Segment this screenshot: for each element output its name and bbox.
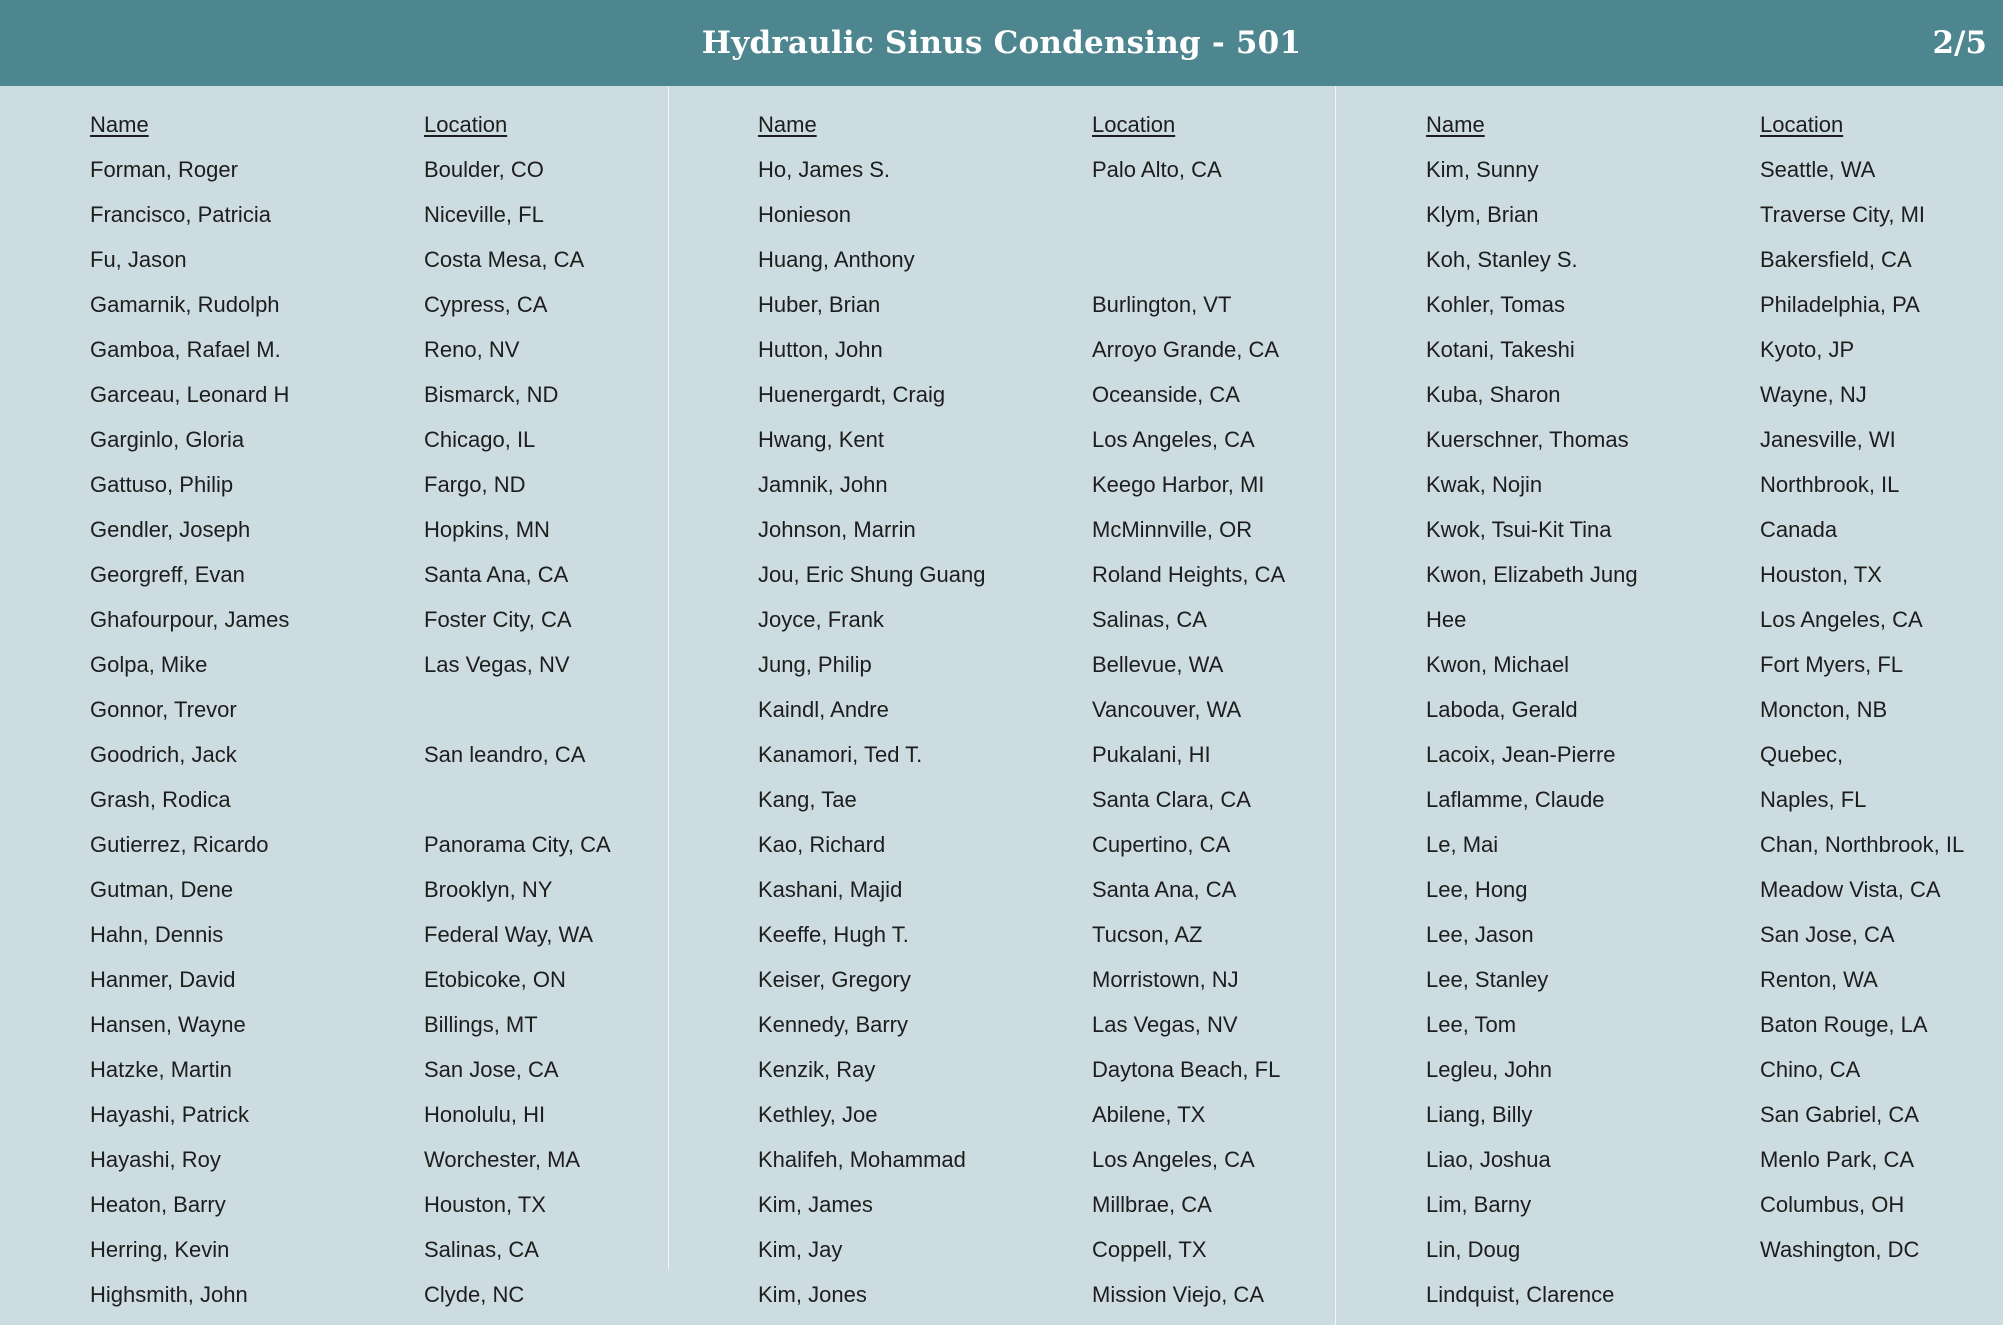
cell-location: Etobicoke, ON	[424, 967, 566, 992]
cell-name: Ho, James S.	[758, 157, 891, 182]
cell-location: Houston, TX	[1760, 562, 1882, 587]
cell-location: Bismarck, ND	[424, 382, 559, 407]
column-header-name: Name	[1426, 112, 1485, 137]
cell-name: Klym, Brian	[1426, 202, 1539, 227]
cell-name: Highsmith, John	[90, 1282, 248, 1307]
table-row	[758, 1137, 1338, 1182]
cell-location: Wayne, NJ	[1760, 382, 1867, 407]
column-header-name: Name	[758, 112, 817, 137]
cell-location: Oceanside, CA	[1092, 382, 1240, 407]
cell-name: Jou, Eric Shung Guang	[758, 562, 986, 587]
table-row	[90, 192, 670, 237]
cell-name: Kwon, Elizabeth Jung	[1426, 562, 1638, 587]
cell-location: Boulder, CO	[424, 157, 544, 182]
table-header-row	[758, 102, 1338, 147]
cell-location: Billings, MT	[424, 1012, 538, 1037]
slide-header	[0, 0, 2003, 86]
cell-name: Joyce, Frank	[758, 607, 884, 632]
cell-name: Jung, Philip	[758, 652, 872, 677]
table-header-row	[1426, 102, 2003, 147]
table-row	[90, 1137, 670, 1182]
table-row	[1426, 957, 2003, 1002]
cell-location: Las Vegas, NV	[1092, 1012, 1238, 1037]
table-row	[758, 552, 1338, 597]
cell-location: Chicago, IL	[424, 427, 536, 452]
table-row	[758, 687, 1338, 732]
cell-name: Keeffe, Hugh T.	[758, 922, 909, 947]
cell-location: Columbus, OH	[1760, 1192, 1905, 1217]
cell-location: Costa Mesa, CA	[424, 247, 585, 272]
roster-table	[758, 102, 1338, 1317]
cell-name: Kim, Jay	[758, 1237, 843, 1262]
cell-location: San Gabriel, CA	[1760, 1102, 1919, 1127]
cell-location: Quebec,	[1760, 742, 1844, 767]
cell-location: Traverse City, MI	[1760, 202, 1926, 227]
table-row	[1426, 282, 2003, 327]
cell-location: Los Angeles, CA	[1092, 427, 1255, 452]
cell-name: Lee, Stanley	[1426, 967, 1549, 992]
cell-name: Kethley, Joe	[758, 1102, 878, 1127]
table-row	[1426, 777, 2003, 822]
cell-location: Baton Rouge, LA	[1760, 1012, 1928, 1037]
table-row	[1426, 912, 2003, 957]
cell-location: Millbrae, CA	[1092, 1192, 1212, 1217]
cell-location: San leandro, CA	[424, 742, 586, 767]
table-row	[90, 327, 670, 372]
cell-location: Seattle, WA	[1760, 157, 1876, 182]
cell-location: Abilene, TX	[1092, 1102, 1206, 1127]
cell-name: Kim, Jones	[758, 1282, 867, 1307]
cell-name: Georgreff, Evan	[90, 562, 245, 587]
cell-location: Naples, FL	[1760, 787, 1867, 812]
cell-name: Kuerschner, Thomas	[1426, 427, 1629, 452]
table-row	[90, 777, 670, 822]
cell-name: Kohler, Tomas	[1426, 292, 1566, 317]
cell-location: Brooklyn, NY	[424, 877, 553, 902]
table-row	[90, 957, 670, 1002]
cell-location: McMinnville, OR	[1092, 517, 1253, 542]
cell-location: Canada	[1760, 517, 1838, 542]
cell-name: Golpa, Mike	[90, 652, 208, 677]
cell-name: Kim, Sunny	[1426, 157, 1539, 182]
cell-name: Heaton, Barry	[90, 1192, 226, 1217]
cell-location: Las Vegas, NV	[424, 652, 570, 677]
cell-name: Kanamori, Ted T.	[758, 742, 923, 767]
cell-name: Hwang, Kent	[758, 427, 884, 452]
table-row	[90, 552, 670, 597]
cell-name: Garceau, Leonard H	[90, 382, 290, 407]
cell-name: Lim, Barny	[1426, 1192, 1532, 1217]
cell-name: Lee, Jason	[1426, 922, 1534, 947]
table-row	[90, 1002, 670, 1047]
cell-location: Foster City, CA	[424, 607, 572, 632]
table-row	[90, 732, 670, 777]
cell-name: Laflamme, Claude	[1426, 787, 1605, 812]
table-row	[758, 192, 1338, 237]
table-row	[758, 417, 1338, 462]
table-row	[1426, 552, 2003, 597]
cell-name: Hahn, Dennis	[90, 922, 224, 947]
cell-location: Moncton, NB	[1760, 697, 1888, 722]
cell-location: Reno, NV	[424, 337, 520, 362]
cell-location: Burlington, VT	[1092, 292, 1232, 317]
table-row	[758, 597, 1338, 642]
cell-location: Chino, CA	[1760, 1057, 1861, 1082]
table-row	[758, 372, 1338, 417]
cell-name: Hatzke, Martin	[90, 1057, 232, 1082]
cell-location: Cupertino, CA	[1092, 832, 1231, 857]
table-row	[758, 507, 1338, 552]
table-row	[90, 417, 670, 462]
table-row	[1426, 147, 2003, 192]
cell-location: San Jose, CA	[1760, 922, 1895, 947]
cell-location: Fargo, ND	[424, 472, 526, 497]
cell-name: Kennedy, Barry	[758, 1012, 909, 1037]
table-row	[1426, 1002, 2003, 1047]
cell-name: Lee, Tom	[1426, 1012, 1517, 1037]
table-header-row	[90, 102, 670, 147]
cell-name: Hee	[1426, 607, 1467, 632]
table-row	[1426, 642, 2003, 687]
table-row	[90, 822, 670, 867]
cell-name: Johnson, Marrin	[758, 517, 916, 542]
cell-name: Le, Mai	[1426, 832, 1499, 857]
cell-name: Koh, Stanley S.	[1426, 247, 1578, 272]
cell-name: Forman, Roger	[90, 157, 238, 182]
table-row	[90, 462, 670, 507]
cell-location: Vancouver, WA	[1092, 697, 1242, 722]
table-row	[1426, 732, 2003, 777]
column-header-location: Location	[1760, 112, 1844, 137]
cell-location: Menlo Park, CA	[1760, 1147, 1915, 1172]
table-row	[1426, 462, 2003, 507]
cell-location: Los Angeles, CA	[1092, 1147, 1255, 1172]
cell-name: Huang, Anthony	[758, 247, 915, 272]
table-row	[1426, 507, 2003, 552]
cell-name: Herring, Kevin	[90, 1237, 230, 1262]
cell-name: Kenzik, Ray	[758, 1057, 876, 1082]
cell-location: Roland Heights, CA	[1092, 562, 1286, 587]
table-row	[1426, 192, 2003, 237]
cell-name: Kaindl, Andre	[758, 697, 889, 722]
cell-location: Cypress, CA	[424, 292, 548, 317]
table-row	[758, 1047, 1338, 1092]
table-row	[90, 507, 670, 552]
cell-name: Francisco, Patricia	[90, 202, 271, 227]
cell-name: Kwak, Nojin	[1426, 472, 1543, 497]
table-row	[1426, 417, 2003, 462]
table-row	[90, 687, 670, 732]
cell-name: Ghafourpour, James	[90, 607, 290, 632]
table-row	[1426, 327, 2003, 372]
column-header-location: Location	[1092, 112, 1176, 137]
cell-name: Hayashi, Roy	[90, 1147, 221, 1172]
cell-location: Fort Myers, FL	[1760, 652, 1904, 677]
table-row	[758, 777, 1338, 822]
cell-name: Kuba, Sharon	[1426, 382, 1561, 407]
cell-name: Gamboa, Rafael M.	[90, 337, 281, 362]
cell-location: Keego Harbor, MI	[1092, 472, 1265, 497]
cell-name: Garginlo, Gloria	[90, 427, 245, 452]
table-row	[90, 372, 670, 417]
table-row	[758, 1002, 1338, 1047]
cell-name: Hanmer, David	[90, 967, 236, 992]
roster-panel-3	[1336, 86, 2003, 1325]
cell-location: Tucson, AZ	[1092, 922, 1203, 947]
table-row	[90, 597, 670, 642]
cell-name: Gattuso, Philip	[90, 472, 234, 497]
cell-location: Worchester, MA	[424, 1147, 581, 1172]
cell-name: Gonnor, Trevor	[90, 697, 237, 722]
table-row	[1426, 372, 2003, 417]
table-row	[1426, 1092, 2003, 1137]
cell-location: Morristown, NJ	[1092, 967, 1239, 992]
cell-location: Salinas, CA	[424, 1237, 539, 1262]
cell-location: Santa Ana, CA	[424, 562, 569, 587]
cell-location: Coppell, TX	[1092, 1237, 1207, 1262]
cell-location: Arroyo Grande, CA	[1092, 337, 1280, 362]
cell-location: Bellevue, WA	[1092, 652, 1224, 677]
cell-name: Kim, James	[758, 1192, 873, 1217]
cell-location: Santa Ana, CA	[1092, 877, 1237, 902]
table-row	[758, 462, 1338, 507]
cell-name: Grash, Rodica	[90, 787, 231, 812]
cell-name: Hansen, Wayne	[90, 1012, 246, 1037]
cell-location: Palo Alto, CA	[1092, 157, 1222, 182]
cell-name: Kwok, Tsui-Kit Tina	[1426, 517, 1612, 542]
table-row	[90, 1227, 670, 1272]
cell-location: Federal Way, WA	[424, 922, 594, 947]
table-row	[758, 822, 1338, 867]
cell-name: Gamarnik, Rudolph	[90, 292, 280, 317]
table-row	[758, 327, 1338, 372]
cell-name: Lacoix, Jean-Pierre	[1426, 742, 1616, 767]
cell-name: Huber, Brian	[758, 292, 881, 317]
cell-name: Khalifeh, Mohammad	[758, 1147, 966, 1172]
cell-location: Santa Clara, CA	[1092, 787, 1251, 812]
table-row	[758, 1272, 1338, 1317]
table-row	[90, 1092, 670, 1137]
cell-name: Kwon, Michael	[1426, 652, 1570, 677]
page-number: 2/5	[1932, 25, 1987, 61]
cell-location: Janesville, WI	[1760, 427, 1896, 452]
table-row	[1426, 237, 2003, 282]
cell-name: Gendler, Joseph	[90, 517, 251, 542]
cell-name: Jamnik, John	[758, 472, 888, 497]
table-row	[758, 642, 1338, 687]
table-row	[758, 1227, 1338, 1272]
table-row	[1426, 1047, 2003, 1092]
roster-panel-1	[0, 86, 668, 1325]
cell-name: Legleu, John	[1426, 1057, 1552, 1082]
cell-name: Fu, Jason	[90, 247, 187, 272]
table-row	[90, 1047, 670, 1092]
cell-name: Laboda, Gerald	[1426, 697, 1578, 722]
cell-location: Northbrook, IL	[1760, 472, 1900, 497]
table-row	[758, 147, 1338, 192]
cell-location: Clyde, NC	[424, 1282, 525, 1307]
table-row	[1426, 687, 2003, 732]
roster-table	[1426, 102, 2003, 1317]
cell-name: Honieson	[758, 202, 851, 227]
table-row	[90, 237, 670, 282]
column-header-name: Name	[90, 112, 149, 137]
cell-location: Daytona Beach, FL	[1092, 1057, 1281, 1082]
table-row	[1426, 867, 2003, 912]
cell-location: Salinas, CA	[1092, 607, 1207, 632]
table-row	[758, 867, 1338, 912]
cell-location: San Jose, CA	[424, 1057, 559, 1082]
page-title: Hydraulic Sinus Condensing - 501	[701, 25, 1302, 61]
table-row	[1426, 1182, 2003, 1227]
cell-name: Kashani, Majid	[758, 877, 903, 902]
table-row	[1426, 597, 2003, 642]
cell-location: Panorama City, CA	[424, 832, 611, 857]
cell-location: Houston, TX	[424, 1192, 546, 1217]
cell-name: Lin, Doug	[1426, 1237, 1521, 1262]
table-row	[758, 732, 1338, 777]
table-row	[90, 867, 670, 912]
roster-table	[90, 102, 670, 1317]
table-row	[758, 912, 1338, 957]
cell-name: Keiser, Gregory	[758, 967, 911, 992]
table-row	[90, 282, 670, 327]
cell-location: Hopkins, MN	[424, 517, 550, 542]
cell-location: Chan, Northbrook, IL	[1760, 832, 1965, 857]
table-row	[758, 282, 1338, 327]
cell-name: Lee, Hong	[1426, 877, 1528, 902]
cell-location: Los Angeles, CA	[1760, 607, 1923, 632]
table-row	[1426, 822, 2003, 867]
table-row	[758, 1092, 1338, 1137]
column-header-location: Location	[424, 112, 508, 137]
cell-name: Gutman, Dene	[90, 877, 234, 902]
cell-name: Goodrich, Jack	[90, 742, 237, 767]
cell-name: Kotani, Takeshi	[1426, 337, 1575, 362]
cell-location: Pukalani, HI	[1092, 742, 1211, 767]
cell-name: Gutierrez, Ricardo	[90, 832, 269, 857]
cell-location: Meadow Vista, CA	[1760, 877, 1941, 902]
cell-location: Renton, WA	[1760, 967, 1878, 992]
cell-name: Lindquist, Clarence	[1426, 1282, 1615, 1307]
cell-location: Washington, DC	[1760, 1237, 1920, 1262]
cell-location: Niceville, FL	[424, 202, 544, 227]
table-row	[758, 957, 1338, 1002]
table-row	[90, 1272, 670, 1317]
cell-name: Liao, Joshua	[1426, 1147, 1551, 1172]
roster-panel-2	[668, 86, 1336, 1325]
table-row	[90, 1182, 670, 1227]
cell-name: Kao, Richard	[758, 832, 886, 857]
cell-location: Kyoto, JP	[1760, 337, 1855, 362]
cell-name: Huenergardt, Craig	[758, 382, 946, 407]
table-row	[1426, 1137, 2003, 1182]
cell-location: Mission Viejo, CA	[1092, 1282, 1264, 1307]
cell-location: Philadelphia, PA	[1760, 292, 1920, 317]
cell-location: Bakersfield, CA	[1760, 247, 1912, 272]
table-row	[1426, 1272, 2003, 1317]
cell-name: Hayashi, Patrick	[90, 1102, 249, 1127]
cell-location: Honolulu, HI	[424, 1102, 546, 1127]
roster-content	[0, 86, 2003, 1325]
cell-name: Kang, Tae	[758, 787, 857, 812]
cell-name: Hutton, John	[758, 337, 883, 362]
table-row	[90, 147, 670, 192]
table-row	[1426, 1227, 2003, 1272]
table-row	[758, 1182, 1338, 1227]
table-row	[758, 237, 1338, 282]
cell-name: Liang, Billy	[1426, 1102, 1533, 1127]
table-row	[90, 642, 670, 687]
table-row	[90, 912, 670, 957]
